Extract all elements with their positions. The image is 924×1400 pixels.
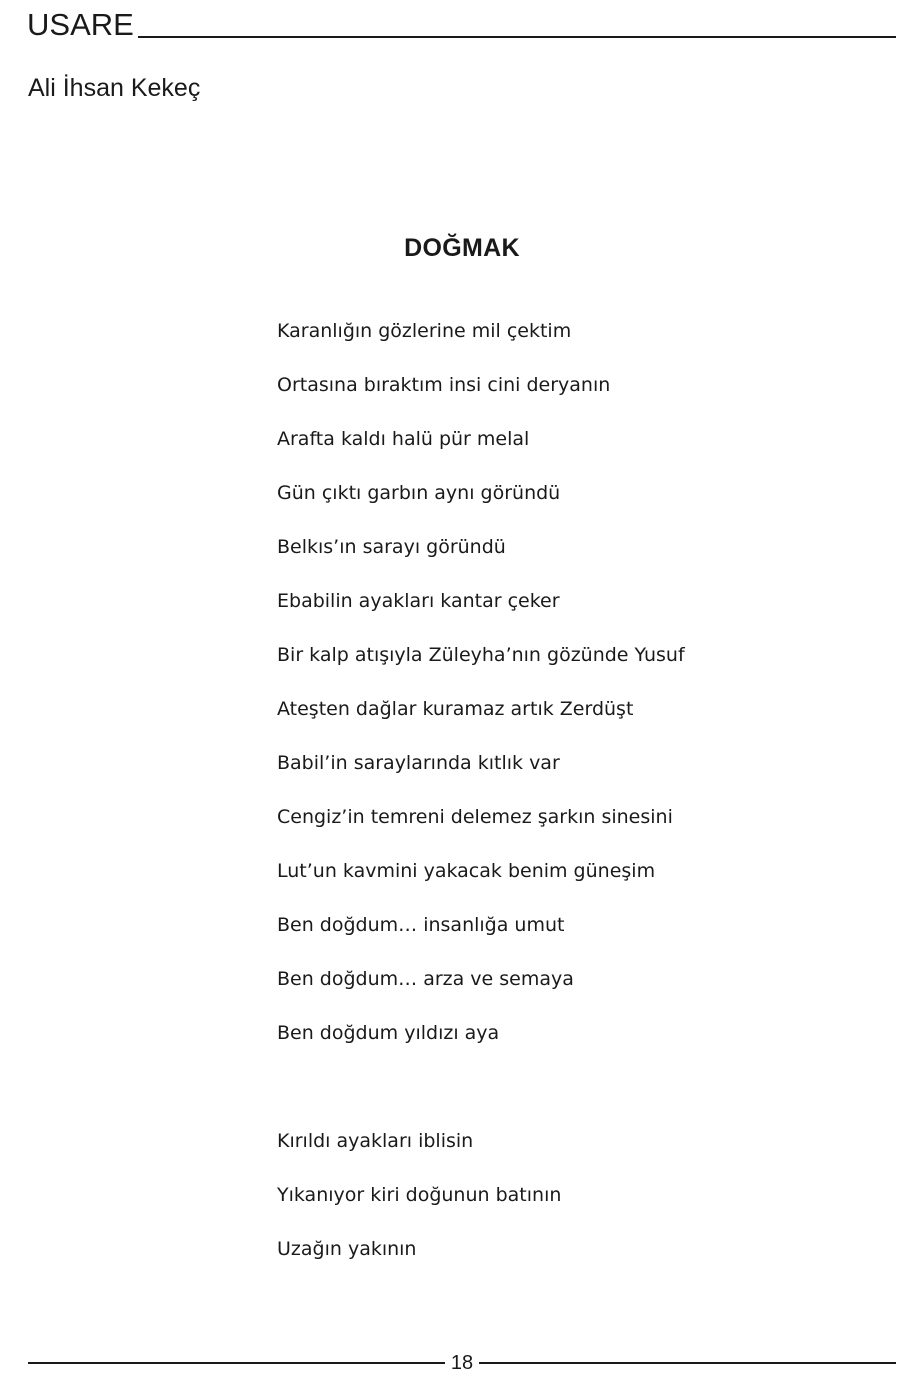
footer-rule-right <box>479 1362 896 1364</box>
poem-line: Yıkanıyor kiri doğunun batının <box>277 1184 562 1206</box>
poem-line: Belkıs’ın sarayı göründü <box>277 536 506 558</box>
stanza-2 <box>277 1126 877 1288</box>
poem-line: Arafta kaldı halü pür melal <box>277 428 530 450</box>
poem-line: Bir kalp atışıyla Züleyha’nın gözünde Yusuf <box>277 644 685 666</box>
poem-line: Karanlığın gözlerine mil çektim <box>277 320 572 342</box>
poem-title: DOĞMAK <box>404 234 520 262</box>
poem-line: Babil’in saraylarında kıtlık var <box>277 752 560 774</box>
page-header <box>27 6 896 46</box>
stanza-1 <box>277 316 877 1072</box>
header-rule <box>138 36 896 38</box>
poem-line: Cengiz’in temreni delemez şarkın sinesini <box>277 806 673 828</box>
author-name: Ali İhsan Kekeç <box>28 74 201 102</box>
poem-body <box>277 316 877 1288</box>
poem-line: Uzağın yakının <box>277 1238 417 1260</box>
page-footer <box>28 1348 896 1378</box>
footer-rule-left <box>28 1362 445 1364</box>
poem-line: Ortasına bıraktım insi cini deryanın <box>277 374 611 396</box>
poem-line: Lut’un kavmini yakacak benim güneşim <box>277 860 656 882</box>
poem-line: Ateşten dağlar kuramaz artık Zerdüşt <box>277 698 634 720</box>
poem-line: Gün çıktı garbın aynı göründü <box>277 482 561 504</box>
poem-line: Kırıldı ayakları iblisin <box>277 1130 474 1152</box>
poem-line: Ben doğdum yıldızı aya <box>277 1022 500 1044</box>
page-number: 18 <box>450 1352 474 1374</box>
poem-line: Ben doğdum… insanlığa umut <box>277 914 565 936</box>
poem-line: Ebabilin ayakları kantar çeker <box>277 590 560 612</box>
poem-line: Ben doğdum… arza ve semaya <box>277 968 574 990</box>
journal-name: USARE <box>27 7 134 42</box>
